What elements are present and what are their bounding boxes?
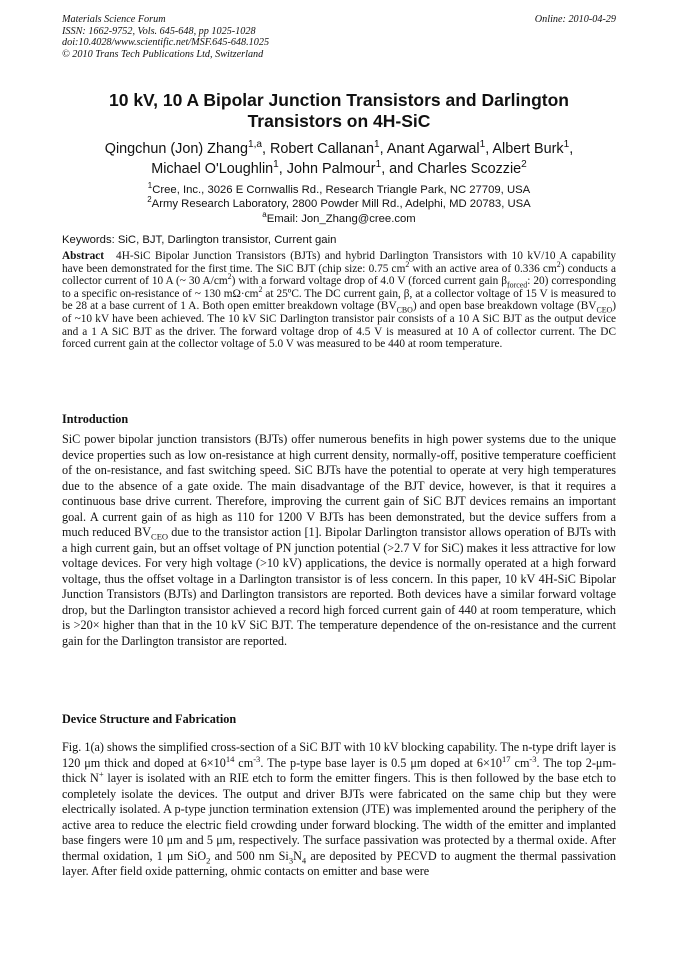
author-name: , and Charles Scozzie [381, 161, 522, 177]
affiliation-1: $^1$Cree, Inc., 3026 E Cornwallis Rd., Research Triangle Park, NC 27709, USA [147, 181, 531, 196]
author-name: Qingchun (Jon) Zhang [104, 141, 248, 157]
author-list [62, 139, 616, 179]
journal-name: Materials Science Forum [62, 14, 166, 25]
affiliations [62, 183, 616, 226]
device-structure-heading: Device Structure and Fabrication [62, 712, 237, 726]
title-line-2: Transistors on 4H-SiC [247, 111, 431, 131]
paper-title [62, 90, 616, 132]
device-structure-paragraph: Fig. 1(a) shows the simplified cross-section of a SiC BJT with 10 kV blocking capability. The n-type drift layer is 120 μm thick and doped at $6\times 10^{14}$ $cm^{-3}$. The p-type base layer is 0.5 μm doped at $6\times 10^{17}$ $cm^{-3}$. The top 2-μm-thick N+ layer is isolated with an RIE etch to form the emitter fingers. This is then followed by the base etch to completely isolate the devices. The output and driver BJTs were fabricated on the same chip but they were electrically isolated. A p-type junction termination extension (JTE) was implemented around the periphery of the active area to reduce the electric field crowding under forward blocking. The width of the emitter and implanted base fingers were 10 μm and 5 μm, respectively. The surface passivation was protected by a thermal oxide. After thermal oxidation, 1 μm SiO$_2$ and 500 nm $Si_3N_4$ are deposited by PECVD to augment the thermal passivation layer. After field oxide patterning, ohmic contacts on emitter and base were [62, 740, 617, 878]
author-name: , John Palmour [278, 161, 376, 177]
author-name: , Robert Callanan [261, 141, 374, 157]
introduction-heading: Introduction [62, 412, 129, 426]
contact-email: $^a$Email: Jon_Zhang@cree.com [262, 210, 416, 225]
keywords: Keywords: SiC, BJT, Darlington transistor, Current gain [62, 234, 337, 246]
author-name: Michael O'Loughlin [151, 161, 274, 177]
author-superscript: 1 [273, 159, 279, 171]
introduction-paragraph: SiC power bipolar junction transistors (BJTs) offer numerous benefits in high power systems due to the unique device properties such as low on-resistance at high current density, normally-off, positive temperature coefficient of the on-resistance, and fast switching speed. SiC BJTs have the potential to operate at very high temperatures due to the absence of a gate oxide. The main disadvantage of the BJT device, however, is that it requires a continuous base drive current. Therefore, improving the current gain of SiC BJT devices remains an important goal. A current gain of as high as 110 for 1200 V BJTs has been demonstrated, but the device suffers from a much reduced $BV_{CEO}$ due to the transistor action [1]. Bipolar Darlington transistor allows operation of BJTs with a high current gain, but an offset voltage of PN junction potential (>2.7 V for SiC) makes it less attractive for low voltage devices. For very high voltage (>10 kV) applications, the device is normally operated at a high forward voltage, thus the offset voltage in a Darlington transistor is of less concern. In this paper, 10 kV 4H-SiC Bipolar Junction Transistors (BJTs) and Darlington transistors are reported. Both devices have a similar forward voltage drop, but the Darlington transistor achieved a record high forced current gain of 440 at room temperature, which is >20× higher than that in the 10 kV SiC BJT. The temperature dependence of the on-resistance and the current gain for the Darlington transistor are reported. [62, 432, 617, 648]
author-superscript: 1 [479, 139, 486, 151]
author-superscript: 1 [563, 139, 570, 151]
author-superscript: 1,a [247, 139, 262, 151]
doi-line: doi:10.4028/www.scientific.net/MSF.645-648.1025 [62, 37, 270, 49]
author-name: , Anant Agarwal [379, 141, 480, 157]
author-separator: , [569, 141, 574, 157]
abstract-label: Abstract [62, 250, 105, 262]
issn-line: ISSN: 1662-9752, Vols. 645-648, pp 1025-1028 [62, 25, 256, 37]
copyright-line: © 2010 Trans Tech Publications Ltd, Switzerland [62, 48, 264, 60]
author-superscript: 2 [521, 159, 527, 171]
title-line-1: 10 kV, 10 A Bipolar Junction Transistors and Darlington [109, 90, 569, 110]
author-line-2 [62, 159, 616, 179]
online-date: Online: 2010-04-29 [534, 14, 616, 25]
author-name: , Albert Burk [485, 141, 564, 157]
abstract: Abstract 4H-SiC Bipolar Junction Transistors (BJTs) and hybrid Darlington Transistors with 10 kV/10 A capability have been demonstrated for the first time. The SiC BJT (chip size: 0.75 $cm^2$ with an active area of 0.336 $cm^2$) conducts a collector current of 10 A (~ 30 $A/cm^2$) with a forward voltage drop of 4.0 V (forced current gain $\beta_{forced}$: 20) corresponding to a specific on-resistance of ~ 130 $m\Omega\cdot cm^2$ at 25ºC. The DC current gain, β, at a collector voltage of 15 V is measured to be 28 at a base current of 1 A. Both open emitter breakdown voltage $(BV_{CBO})$ and open base breakdown voltage $(BV_{CEO})$ of ~10 kV have been achieved. The 10 kV SiC Darlington transistor pair consists of a 10 A SiC BJT as the output device and a 1 A SiC BJT as the driver. The forward voltage drop of 4.5 V is measured at 10 A of collector current. The DC forced current gain at the collector voltage of 5.0 V was measured to be 440 at room temperature. [62, 250, 617, 351]
author-line-1 [62, 139, 616, 159]
author-superscript: 1 [373, 139, 380, 151]
author-superscript: 1 [375, 159, 382, 171]
running-header [62, 14, 616, 60]
affiliation-2: $^2$Army Research Laboratory, 2800 Powder Mill Rd., Adelphi, MD 20783, USA [147, 195, 531, 211]
